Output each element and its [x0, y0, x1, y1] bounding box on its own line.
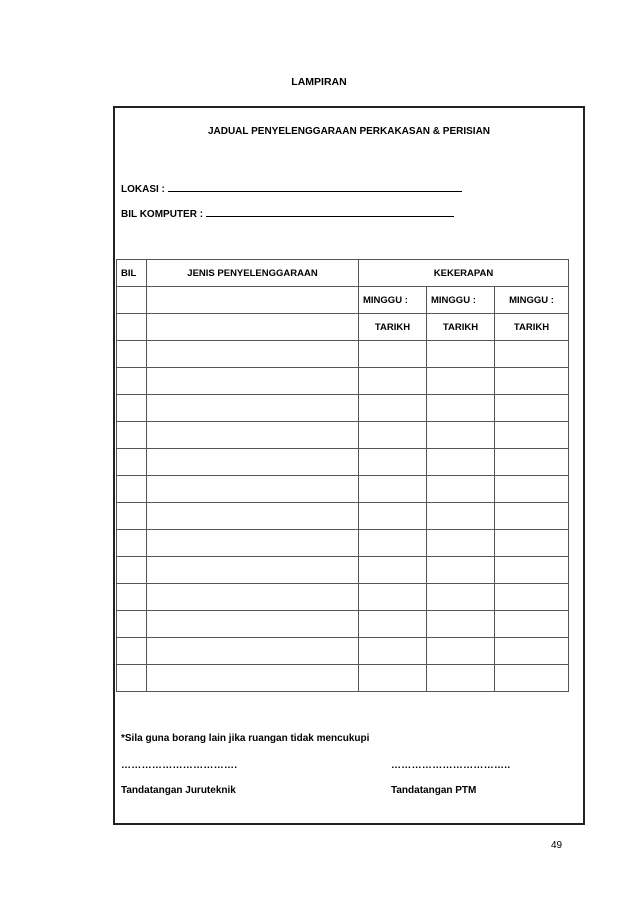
table-cell[interactable] [495, 611, 569, 638]
table-cell[interactable] [427, 530, 495, 557]
table-cell[interactable] [359, 584, 427, 611]
table-row [117, 449, 569, 476]
table-cell[interactable] [147, 341, 359, 368]
table-cell[interactable] [495, 584, 569, 611]
table-cell[interactable] [147, 368, 359, 395]
table-cell[interactable] [359, 503, 427, 530]
table-cell[interactable] [427, 395, 495, 422]
table-cell[interactable] [117, 611, 147, 638]
header-kekerapan: KEKERAPAN [359, 260, 569, 287]
table-cell[interactable] [359, 611, 427, 638]
signature-line-juruteknik[interactable]: ……………………………. [121, 760, 238, 771]
lokasi-label: LOKASI : [121, 184, 165, 195]
table-cell[interactable] [147, 584, 359, 611]
table-cell[interactable] [427, 422, 495, 449]
table-cell[interactable] [147, 557, 359, 584]
tarikh-cell-1[interactable]: TARIKH [359, 314, 427, 341]
table-cell[interactable] [117, 287, 147, 314]
table-cell[interactable] [117, 314, 147, 341]
table-row [117, 584, 569, 611]
table-cell[interactable] [147, 476, 359, 503]
minggu-cell-1[interactable]: MINGGU : [359, 287, 427, 314]
table-cell[interactable] [495, 638, 569, 665]
table-cell[interactable] [427, 449, 495, 476]
table-cell[interactable] [147, 422, 359, 449]
table-cell[interactable] [495, 449, 569, 476]
table-row [117, 341, 569, 368]
table-cell[interactable] [359, 665, 427, 692]
table-cell[interactable] [117, 368, 147, 395]
table-cell[interactable] [117, 341, 147, 368]
table-cell[interactable] [117, 557, 147, 584]
table-cell[interactable] [147, 638, 359, 665]
table-cell[interactable] [147, 314, 359, 341]
table-cell[interactable] [117, 395, 147, 422]
table-cell[interactable] [495, 368, 569, 395]
table-cell[interactable] [427, 503, 495, 530]
table-cell[interactable] [495, 395, 569, 422]
signature-label-ptm: Tandatangan PTM [391, 785, 477, 796]
table-cell[interactable] [495, 530, 569, 557]
table-cell[interactable] [117, 476, 147, 503]
table-cell[interactable] [359, 395, 427, 422]
table-row [117, 476, 569, 503]
table-cell[interactable] [117, 638, 147, 665]
table-cell[interactable] [147, 503, 359, 530]
lokasi-input-line[interactable] [168, 182, 462, 192]
table-row [117, 422, 569, 449]
table-cell[interactable] [147, 530, 359, 557]
table-cell[interactable] [359, 557, 427, 584]
table-row [117, 503, 569, 530]
table-cell[interactable] [427, 368, 495, 395]
table-row [117, 530, 569, 557]
table-cell[interactable] [427, 341, 495, 368]
table-row [117, 557, 569, 584]
table-row [117, 395, 569, 422]
table-cell[interactable] [427, 665, 495, 692]
minggu-row [117, 287, 569, 314]
table-cell[interactable] [495, 341, 569, 368]
table-cell[interactable] [117, 530, 147, 557]
minggu-cell-3[interactable]: MINGGU : [495, 287, 569, 314]
table-cell[interactable] [117, 449, 147, 476]
page-heading: LAMPIRAN [291, 76, 347, 88]
table-cell[interactable] [427, 584, 495, 611]
tarikh-row [117, 314, 569, 341]
signature-label-juruteknik: Tandatangan Juruteknik [121, 785, 236, 796]
form-title: JADUAL PENYELENGGARAAN PERKAKASAN & PERISIAN [207, 126, 491, 137]
table-cell[interactable] [147, 665, 359, 692]
table-cell[interactable] [495, 557, 569, 584]
table-cell[interactable] [359, 638, 427, 665]
table-cell[interactable] [495, 476, 569, 503]
table-cell[interactable] [147, 287, 359, 314]
table-row [117, 611, 569, 638]
bil-komputer-input-line[interactable] [206, 207, 454, 217]
table-cell[interactable] [359, 368, 427, 395]
bil-komputer-label: BIL KOMPUTER : [121, 209, 204, 220]
table-cell[interactable] [427, 611, 495, 638]
table-cell[interactable] [117, 503, 147, 530]
table-cell[interactable] [359, 422, 427, 449]
table-cell[interactable] [495, 503, 569, 530]
table-cell[interactable] [359, 476, 427, 503]
table-cell[interactable] [359, 341, 427, 368]
table-cell[interactable] [427, 638, 495, 665]
tarikh-cell-3[interactable]: TARIKH [495, 314, 569, 341]
bil-komputer-field [121, 207, 454, 220]
table-row [117, 368, 569, 395]
header-jenis: JENIS PENYELENGGARAAN [147, 260, 359, 287]
table-row [117, 665, 569, 692]
empty-rows [117, 341, 569, 692]
page-number: 49 [551, 840, 563, 851]
table-cell[interactable] [427, 557, 495, 584]
minggu-cell-2[interactable]: MINGGU : [427, 287, 495, 314]
header-bil: BIL [117, 260, 147, 287]
table-cell[interactable] [495, 422, 569, 449]
table-cell[interactable] [117, 665, 147, 692]
signature-line-ptm[interactable]: …………………………….. [391, 760, 511, 771]
table-cell[interactable] [359, 530, 427, 557]
table-header-row [117, 260, 569, 287]
table-cell[interactable] [147, 611, 359, 638]
table-cell[interactable] [117, 584, 147, 611]
table-cell[interactable] [147, 395, 359, 422]
table-row [117, 638, 569, 665]
lokasi-field [121, 182, 462, 195]
table-cell[interactable] [147, 449, 359, 476]
table-cell[interactable] [495, 665, 569, 692]
table-cell[interactable] [117, 422, 147, 449]
table-cell[interactable] [427, 476, 495, 503]
note-text: *Sila guna borang lain jika ruangan tidak mencukupi [121, 733, 370, 744]
tarikh-cell-2[interactable]: TARIKH [427, 314, 495, 341]
maintenance-table [116, 259, 569, 692]
table-cell[interactable] [359, 449, 427, 476]
